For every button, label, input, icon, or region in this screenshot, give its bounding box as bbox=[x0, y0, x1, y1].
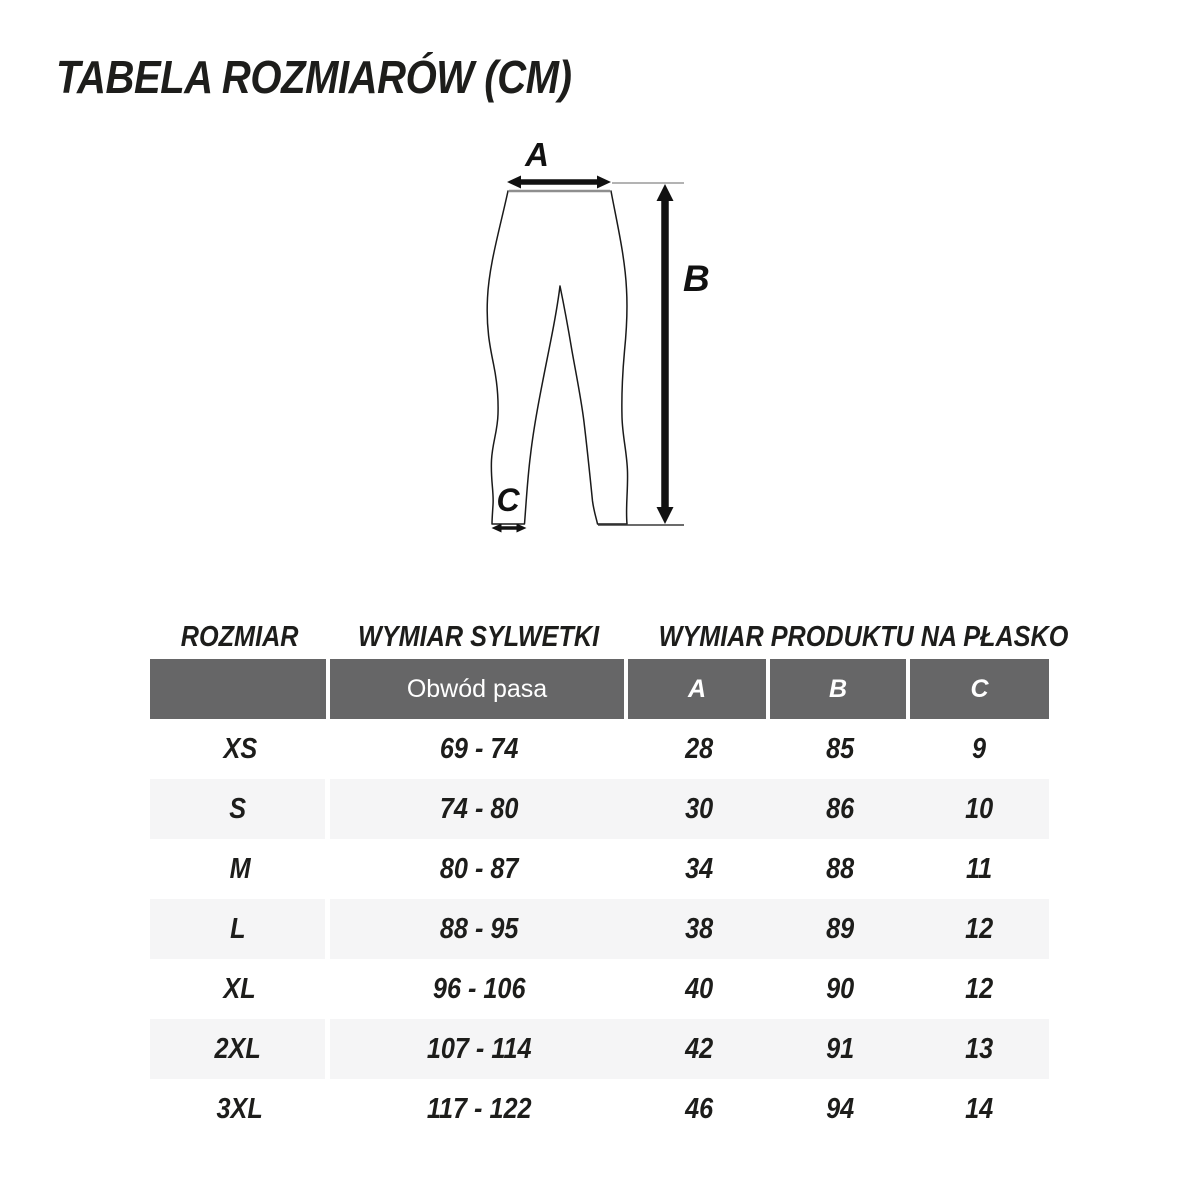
a-cell: 34 bbox=[684, 852, 714, 885]
pants-outline bbox=[487, 191, 627, 524]
b-cell: 89 bbox=[770, 899, 910, 959]
table-row bbox=[150, 779, 1049, 839]
table-header-row bbox=[150, 659, 1049, 719]
group-header-wymiar-produktu: WYMIAR PRODUKTU NA PŁASKO bbox=[658, 620, 1069, 653]
waist-cell: 88 - 95 bbox=[330, 899, 628, 959]
header-cell-b: B bbox=[770, 659, 910, 719]
c-cell: 14 bbox=[965, 1092, 994, 1125]
table-row bbox=[150, 1019, 1049, 1079]
measurement-label-b: B bbox=[683, 258, 710, 299]
c-cell: 10 bbox=[910, 779, 1049, 839]
size-cell: XS bbox=[223, 732, 257, 765]
waist-cell: 117 - 122 bbox=[426, 1092, 532, 1125]
c-cell: 9 bbox=[972, 732, 987, 765]
measurement-label-c: C bbox=[496, 482, 520, 518]
header-cell-waist: Obwód pasa bbox=[330, 659, 628, 719]
waist-cell: 107 - 114 bbox=[330, 1019, 628, 1079]
a-cell: 28 bbox=[684, 732, 714, 765]
size-cell: S bbox=[150, 779, 330, 839]
a-cell: 30 bbox=[628, 779, 770, 839]
size-cell: L bbox=[150, 899, 330, 959]
header-cell-c: C bbox=[970, 674, 989, 703]
group-header-rozmiar: ROZMIAR bbox=[181, 620, 299, 653]
size-cell: XL bbox=[223, 972, 257, 1005]
a-cell: 42 bbox=[628, 1019, 770, 1079]
pants-diagram bbox=[440, 120, 760, 565]
table-row bbox=[150, 959, 1049, 1019]
b-cell: 91 bbox=[770, 1019, 910, 1079]
table-row bbox=[150, 839, 1049, 899]
a-cell: 38 bbox=[628, 899, 770, 959]
c-cell: 12 bbox=[965, 972, 994, 1005]
table-row bbox=[150, 719, 1049, 779]
c-cell: 13 bbox=[910, 1019, 1049, 1079]
b-cell: 85 bbox=[825, 732, 855, 765]
a-cell: 40 bbox=[684, 972, 714, 1005]
size-cell: 3XL bbox=[216, 1092, 264, 1125]
measurement-label-a: A bbox=[525, 136, 549, 173]
b-cell: 94 bbox=[825, 1092, 855, 1125]
waist-cell: 96 - 106 bbox=[432, 972, 526, 1005]
table-group-headers bbox=[150, 615, 1069, 659]
c-cell: 12 bbox=[910, 899, 1049, 959]
arrow-c bbox=[492, 524, 527, 533]
waist-cell: 80 - 87 bbox=[439, 852, 519, 885]
arrow-a bbox=[507, 176, 611, 189]
b-cell: 90 bbox=[825, 972, 855, 1005]
header-cell-a: A bbox=[628, 659, 770, 719]
page-title: TABELA ROZMIARÓW (CM) bbox=[56, 51, 572, 103]
b-cell: 86 bbox=[770, 779, 910, 839]
c-cell: 11 bbox=[966, 852, 993, 885]
size-cell: M bbox=[229, 852, 251, 885]
table-row bbox=[150, 1079, 1049, 1139]
a-cell: 46 bbox=[684, 1092, 714, 1125]
waist-cell: 74 - 80 bbox=[330, 779, 628, 839]
size-cell: 2XL bbox=[150, 1019, 330, 1079]
b-cell: 88 bbox=[825, 852, 855, 885]
header-cell-size bbox=[150, 659, 330, 719]
size-table bbox=[150, 615, 1069, 1139]
table-row bbox=[150, 899, 1049, 959]
arrow-b bbox=[657, 184, 674, 524]
waist-cell: 69 - 74 bbox=[439, 732, 519, 765]
group-header-wymiar-sylwetki: WYMIAR SYLWETKI bbox=[358, 620, 600, 653]
